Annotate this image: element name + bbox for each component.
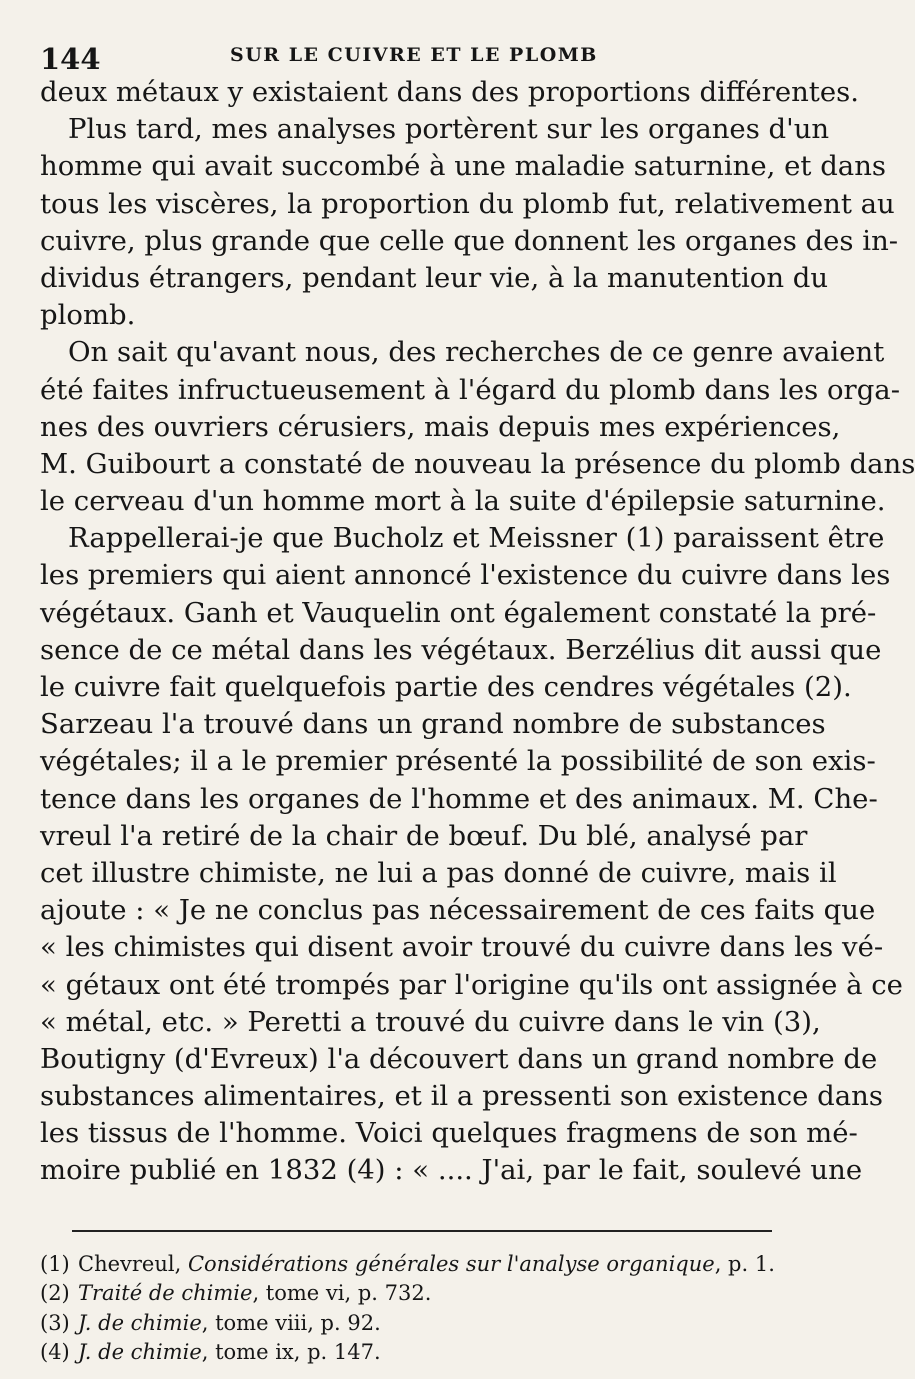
footnote-ref: , tome ix, p. 147. [201,1340,381,1365]
footnote-ref: , p. 1. [714,1251,775,1276]
footnote [40,1338,770,1368]
body-line: Sarzeau l'a trouvé dans un grand nombre de substances [40,708,826,741]
body-line: substances alimentaires, et il a pressenti son existence dans [40,1080,883,1113]
body-line: le cuivre fait quelquefois partie des cendres végétales (2). [40,671,852,703]
body-line: plomb. [40,299,136,332]
body-line: cuivre, plus grande que celle que donnent les organes des in- [40,224,899,257]
footnote [40,1250,775,1280]
page-number: 144 [40,42,101,76]
footnote-ref: , tome viii, p. 92. [201,1310,381,1335]
body-line: « les chimistes qui disent avoir trouvé du cuivre dans les vé- [40,931,884,964]
running-head: SUR LE CUIVRE ET LE PLOMB [230,44,598,66]
footnote [40,1309,770,1339]
body-line: Boutigny (d'Evreux) l'a découvert dans un grand nombre de [40,1042,878,1075]
footnote-ref: , tome vi, p. 732. [252,1281,432,1306]
footnote-title: Considérations générales sur l'analyse organique [187,1251,715,1276]
body-line: « gétaux ont été trompés par l'origine qu'ils ont assignée à ce [40,968,903,1001]
body-line: moire publié en 1832 (4) : « .... J'ai, par le fait, soulevé une [40,1154,863,1187]
body-line: tence dans les organes de l'homme et des animaux. M. Che- [40,782,878,815]
footnote-title: J. de chimie [78,1310,202,1335]
body-line: sence de ce métal dans les végétaux. Berzélius dit aussi que [40,633,882,666]
footnote-author: Chevreul, [78,1251,188,1276]
page-header [40,34,770,74]
footnote-mark: (2) [40,1281,70,1306]
body-line: les tissus de l'homme. Voici quelques fragmens de son mé- [40,1117,858,1150]
footnote-title: J. de chimie [78,1340,202,1365]
body-line: été faites infructueusement à l'égard du plomb dans les orga- [40,373,900,406]
body-line: homme qui avait succombé à une maladie saturnine, et dans [40,150,887,183]
body-text [40,74,915,1190]
body-line: végétaux. Ganh et Vauquelin ont également constaté la pré- [40,596,877,629]
body-line: Plus tard, mes analyses portèrent sur les organes d'un [68,113,830,146]
body-line: végétales; il a le premier présenté la possibilité de son exis- [40,745,876,778]
footnote-title: Traité de chimie [78,1281,253,1306]
body-line: Rappellerai-je que Bucholz et Meissner (1) paraissent être [68,522,885,555]
body-line: dividus étrangers, pendant leur vie, à la manutention du [40,261,829,294]
body-line: cet illustre chimiste, ne lui a pas donné de cuivre, mais il [40,856,837,889]
footnote-mark: (1) [40,1251,70,1276]
body-line: « métal, etc. » Peretti a trouvé du cuivre dans le vin (3), [40,1005,821,1038]
footnote-mark: (4) [40,1340,70,1365]
body-line: le cerveau d'un homme mort à la suite d'épilepsie saturnine. [40,485,886,518]
body-line: deux métaux y existaient dans des proportions différentes. [40,76,859,108]
footnote-mark: (3) [40,1310,70,1335]
body-line: vreul l'a retiré de la chair de bœuf. Du blé, analysé par [40,819,808,852]
footnotes [40,1250,775,1368]
footnote [40,1279,770,1309]
body-line: On sait qu'avant nous, des recherches de ce genre avaient [68,336,885,369]
body-line: tous les viscères, la proportion du plomb fut, relativement au [40,187,895,220]
body-line: nes des ouvriers cérusiers, mais depuis mes expériences, [40,410,841,443]
body-line: M. Guibourt a constaté de nouveau la présence du plomb dans [40,447,915,480]
footnote-rule [72,1230,772,1232]
body-line: les premiers qui aient annoncé l'existence du cuivre dans les [40,559,891,592]
body-line: ajoute : « Je ne conclus pas nécessairement de ces faits que [40,894,876,927]
